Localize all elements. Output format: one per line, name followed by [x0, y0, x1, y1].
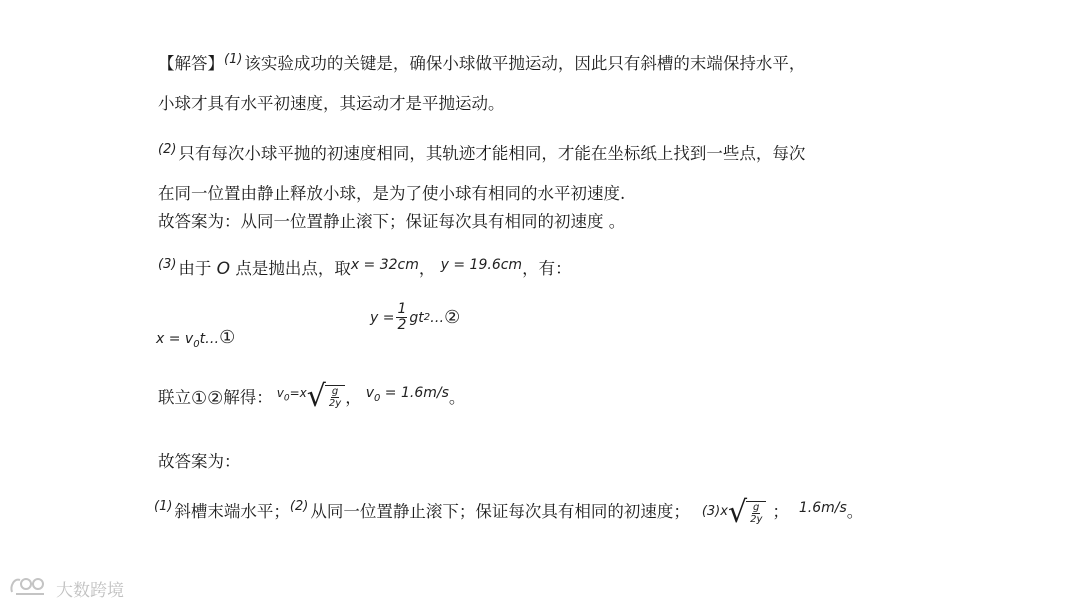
sqrt: √ $\frac{g}{2y}$	[728, 498, 766, 528]
answer-text: 联立	[158, 388, 191, 407]
answer-line-5	[158, 208, 625, 232]
sqrt: √ $\frac{g}{2y}$	[307, 382, 345, 412]
answer-text: 在同一位置由静止释放小球，是为了使小球有相同的水平初速度.	[158, 184, 626, 203]
answer-text: 点是抛出点，取	[235, 259, 351, 278]
formula-text: $v_0=x$	[276, 386, 307, 404]
final-value: 1.6m/s	[798, 500, 847, 516]
equation-text: y =	[370, 309, 395, 326]
part-number: (3)	[158, 257, 177, 272]
x-value: x = 32cm	[350, 257, 419, 273]
answer-text: 小球才具有水平初速度，其运动才是平抛运动。	[158, 94, 505, 113]
formula-text: (3)x	[701, 504, 728, 519]
v0-result: $v_0 = 1.6m/s$	[365, 385, 449, 404]
fraction: $\frac{g}{2y}$	[328, 386, 342, 409]
point-label: O	[216, 259, 231, 279]
separator: ，	[345, 388, 362, 407]
answer-heading: 【解答】	[158, 54, 224, 73]
part-number: (2)	[158, 142, 177, 157]
answer-line-2	[158, 90, 505, 114]
equation-text: gt	[409, 309, 424, 326]
answer-text: 从同一位置静止滚下；保证每次具有相同的初速度；	[310, 502, 690, 521]
part-number: (1)	[154, 499, 173, 514]
answer-text: ，有：	[522, 259, 572, 278]
watermark	[8, 574, 124, 603]
separator: ，	[418, 259, 436, 278]
answer-text: 该实验成功的关键是，确保小球做平抛运动，因此只有斜槽的末端保持水平，	[244, 54, 806, 73]
answer-line-1	[158, 50, 805, 74]
answer-text: 只有每次小球平抛的初速度相同，其轨迹才能相同，才能在坐标纸上找到一些点，每次	[178, 144, 806, 163]
answer-line-7	[158, 379, 466, 414]
answer-line-6	[158, 255, 572, 279]
answer-text: 斜槽末端水平；	[174, 502, 290, 521]
final-formula	[701, 495, 767, 530]
answer-line-3	[158, 140, 805, 164]
period: 。	[846, 502, 864, 521]
answer-line-9	[154, 495, 864, 530]
v0-formula	[276, 379, 345, 414]
circled-number: ①	[191, 388, 208, 409]
equation-text: x = v	[156, 331, 194, 347]
numerator: 1	[397, 301, 407, 317]
answer-line-8	[158, 448, 241, 472]
answer-text: 故答案为：从同一位置静止滚下；保证每次具有相同的初速度 。	[158, 212, 626, 231]
subscript: 0	[193, 339, 200, 351]
answer-text: 故答案为：	[158, 452, 241, 471]
circled-number: ②	[207, 388, 224, 409]
part-number: (2)	[289, 499, 309, 514]
y-value: y = 19.6cm	[440, 257, 523, 273]
fraction: $\frac{g}{2y}$	[750, 502, 763, 525]
answer-text: 解得：	[223, 388, 273, 407]
equation-2	[370, 302, 460, 334]
period: 。	[448, 388, 466, 407]
superscript: 2	[423, 312, 431, 324]
equation-text: t…	[199, 331, 220, 347]
answer-text: 由于	[178, 259, 212, 278]
equation-1	[156, 327, 235, 350]
circled-number: ②	[444, 307, 461, 329]
part-number: (1)	[224, 52, 243, 67]
answer-line-4	[158, 180, 625, 204]
denominator: 2	[397, 317, 407, 334]
ellipsis: …	[430, 309, 445, 326]
separator: ；	[772, 502, 789, 521]
fraction	[396, 302, 407, 334]
circled-number: ①	[219, 327, 236, 348]
watermark-logo-icon	[8, 574, 52, 603]
watermark-text: 大数跨境	[56, 581, 124, 601]
